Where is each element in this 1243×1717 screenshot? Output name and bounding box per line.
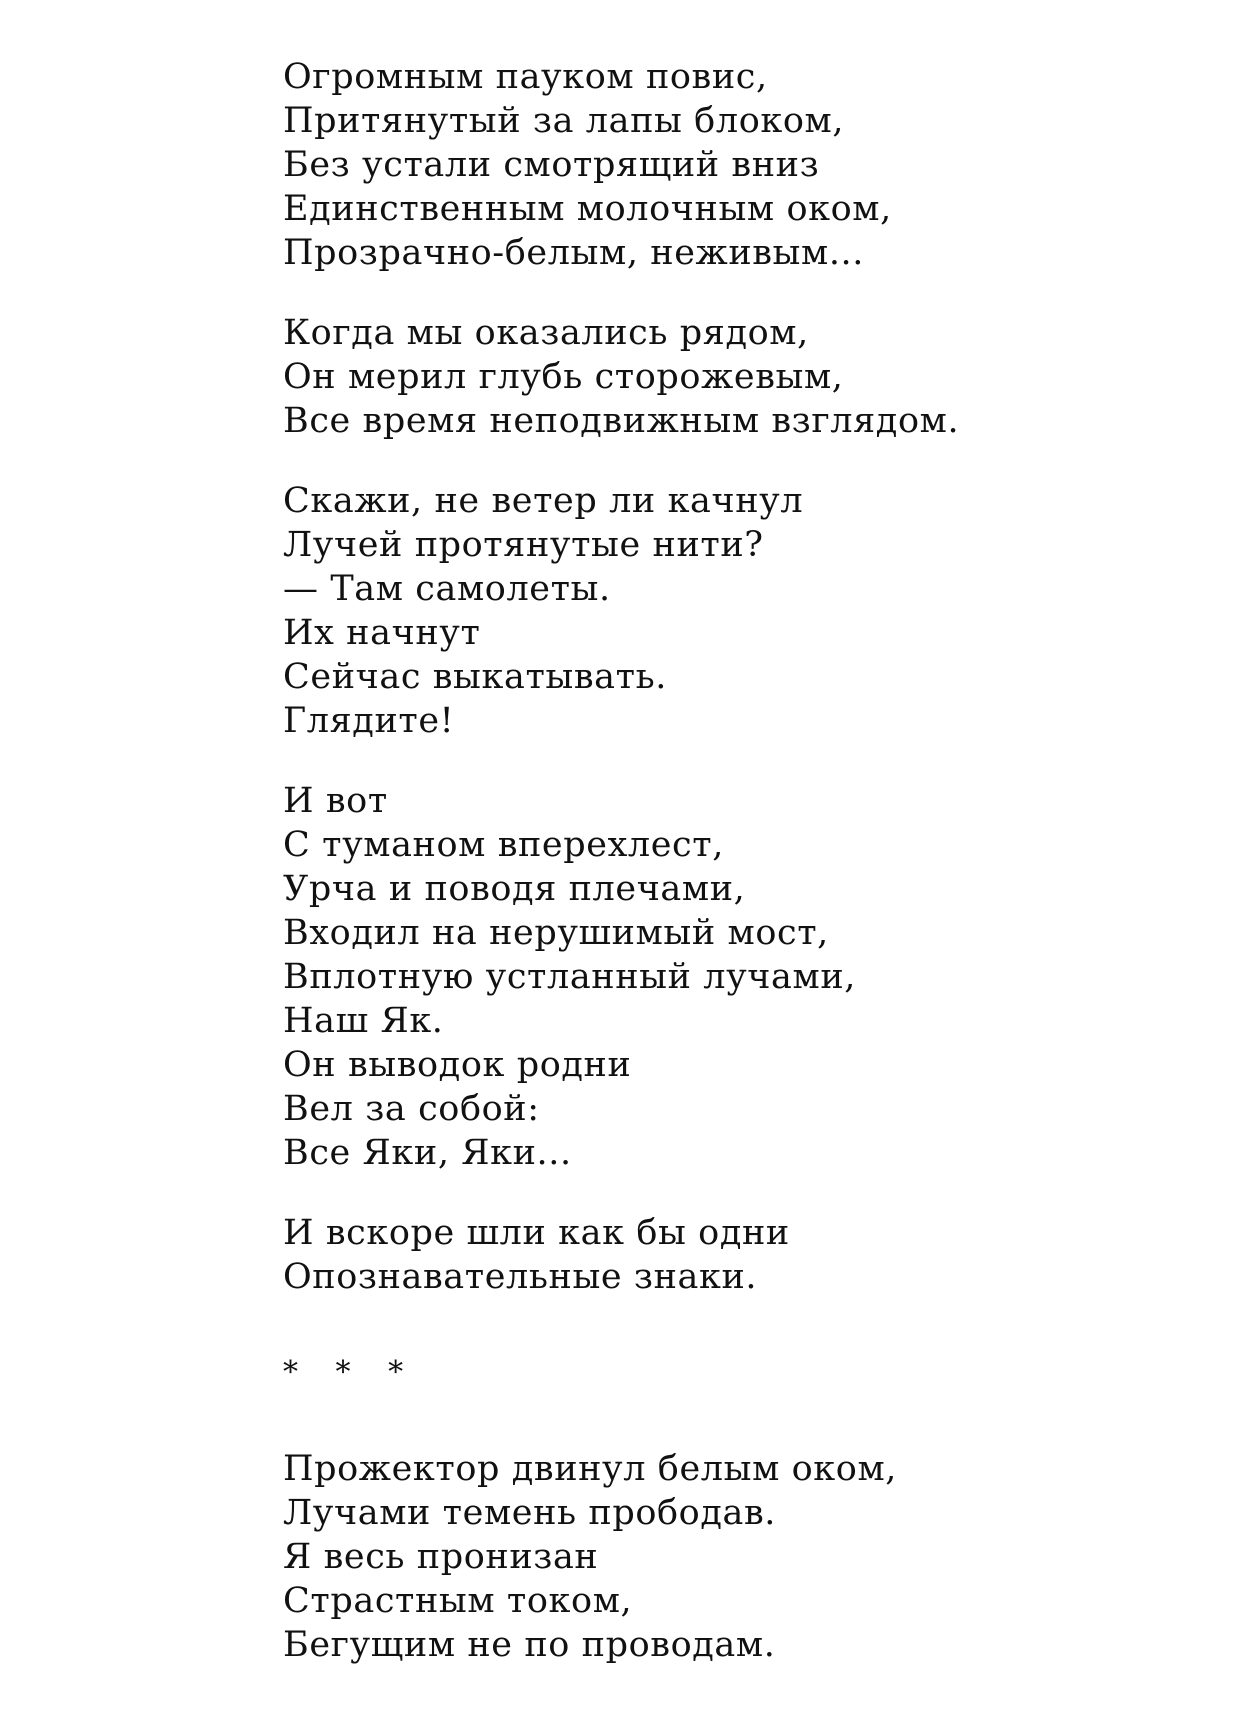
verse-line: Он выводок родни <box>283 1045 632 1085</box>
verse-line: Наш Як. <box>283 1001 444 1041</box>
verse-line: Прожектор двинул белым оком, <box>283 1449 898 1489</box>
verse-line: Единственным молочным оком, <box>283 189 892 229</box>
stanza-3 <box>283 479 1203 743</box>
verse-line: Входил на нерушимый мост, <box>283 913 829 953</box>
verse-line: И вскоре шли как бы одни <box>283 1213 790 1253</box>
verse-line: Притянутый за лапы блоком, <box>283 101 845 141</box>
verse-line: И вот <box>283 781 388 821</box>
section-separator: * * * <box>283 1355 418 1390</box>
section-gap <box>283 1299 1203 1351</box>
stanza-5 <box>283 1211 1203 1299</box>
poem-text <box>283 55 1203 1667</box>
stanza-gap <box>283 1175 1203 1211</box>
stanza-2 <box>283 311 1203 443</box>
stanza-gap <box>283 443 1203 479</box>
verse-line: Сейчас выкатывать. <box>283 657 667 697</box>
verse-line: Их начнут <box>283 613 481 653</box>
stanza-gap <box>283 275 1203 311</box>
verse-line: Вплотную устланный лучами, <box>283 957 856 997</box>
verse-line: Вел за собой: <box>283 1089 540 1129</box>
verse-line: С туманом вперехлест, <box>283 825 724 865</box>
verse-line: Глядите! <box>283 701 455 741</box>
verse-line: Все время неподвижным взглядом. <box>283 401 960 441</box>
verse-line: Я весь пронизан <box>283 1537 599 1577</box>
verse-line: Урча и поводя плечами, <box>283 869 746 909</box>
stanza-1 <box>283 55 1203 275</box>
section-gap <box>283 1395 1203 1447</box>
verse-line: Лучами темень прободав. <box>283 1493 776 1533</box>
verse-line: Бегущим не по проводам. <box>283 1625 776 1665</box>
verse-line: Без устали смотрящий вниз <box>283 145 820 185</box>
verse-line: Опознавательные знаки. <box>283 1257 758 1297</box>
verse-line: Огромным пауком повис, <box>283 57 768 97</box>
verse-line: Скажи, не ветер ли качнул <box>283 481 804 521</box>
verse-line: Страстным током, <box>283 1581 633 1621</box>
second-poem <box>283 1447 1203 1667</box>
verse-line: Все Яки, Яки... <box>283 1133 572 1173</box>
stanza-gap <box>283 743 1203 779</box>
stanza-4 <box>283 779 1203 1175</box>
verse-line: Он мерил глубь сторожевым, <box>283 357 844 397</box>
verse-line: Когда мы оказались рядом, <box>283 313 809 353</box>
verse-line: Прозрачно-белым, неживым... <box>283 233 865 273</box>
verse-line: — Там самолеты. <box>283 569 611 609</box>
verse-line: Лучей протянутые нити? <box>283 525 764 565</box>
